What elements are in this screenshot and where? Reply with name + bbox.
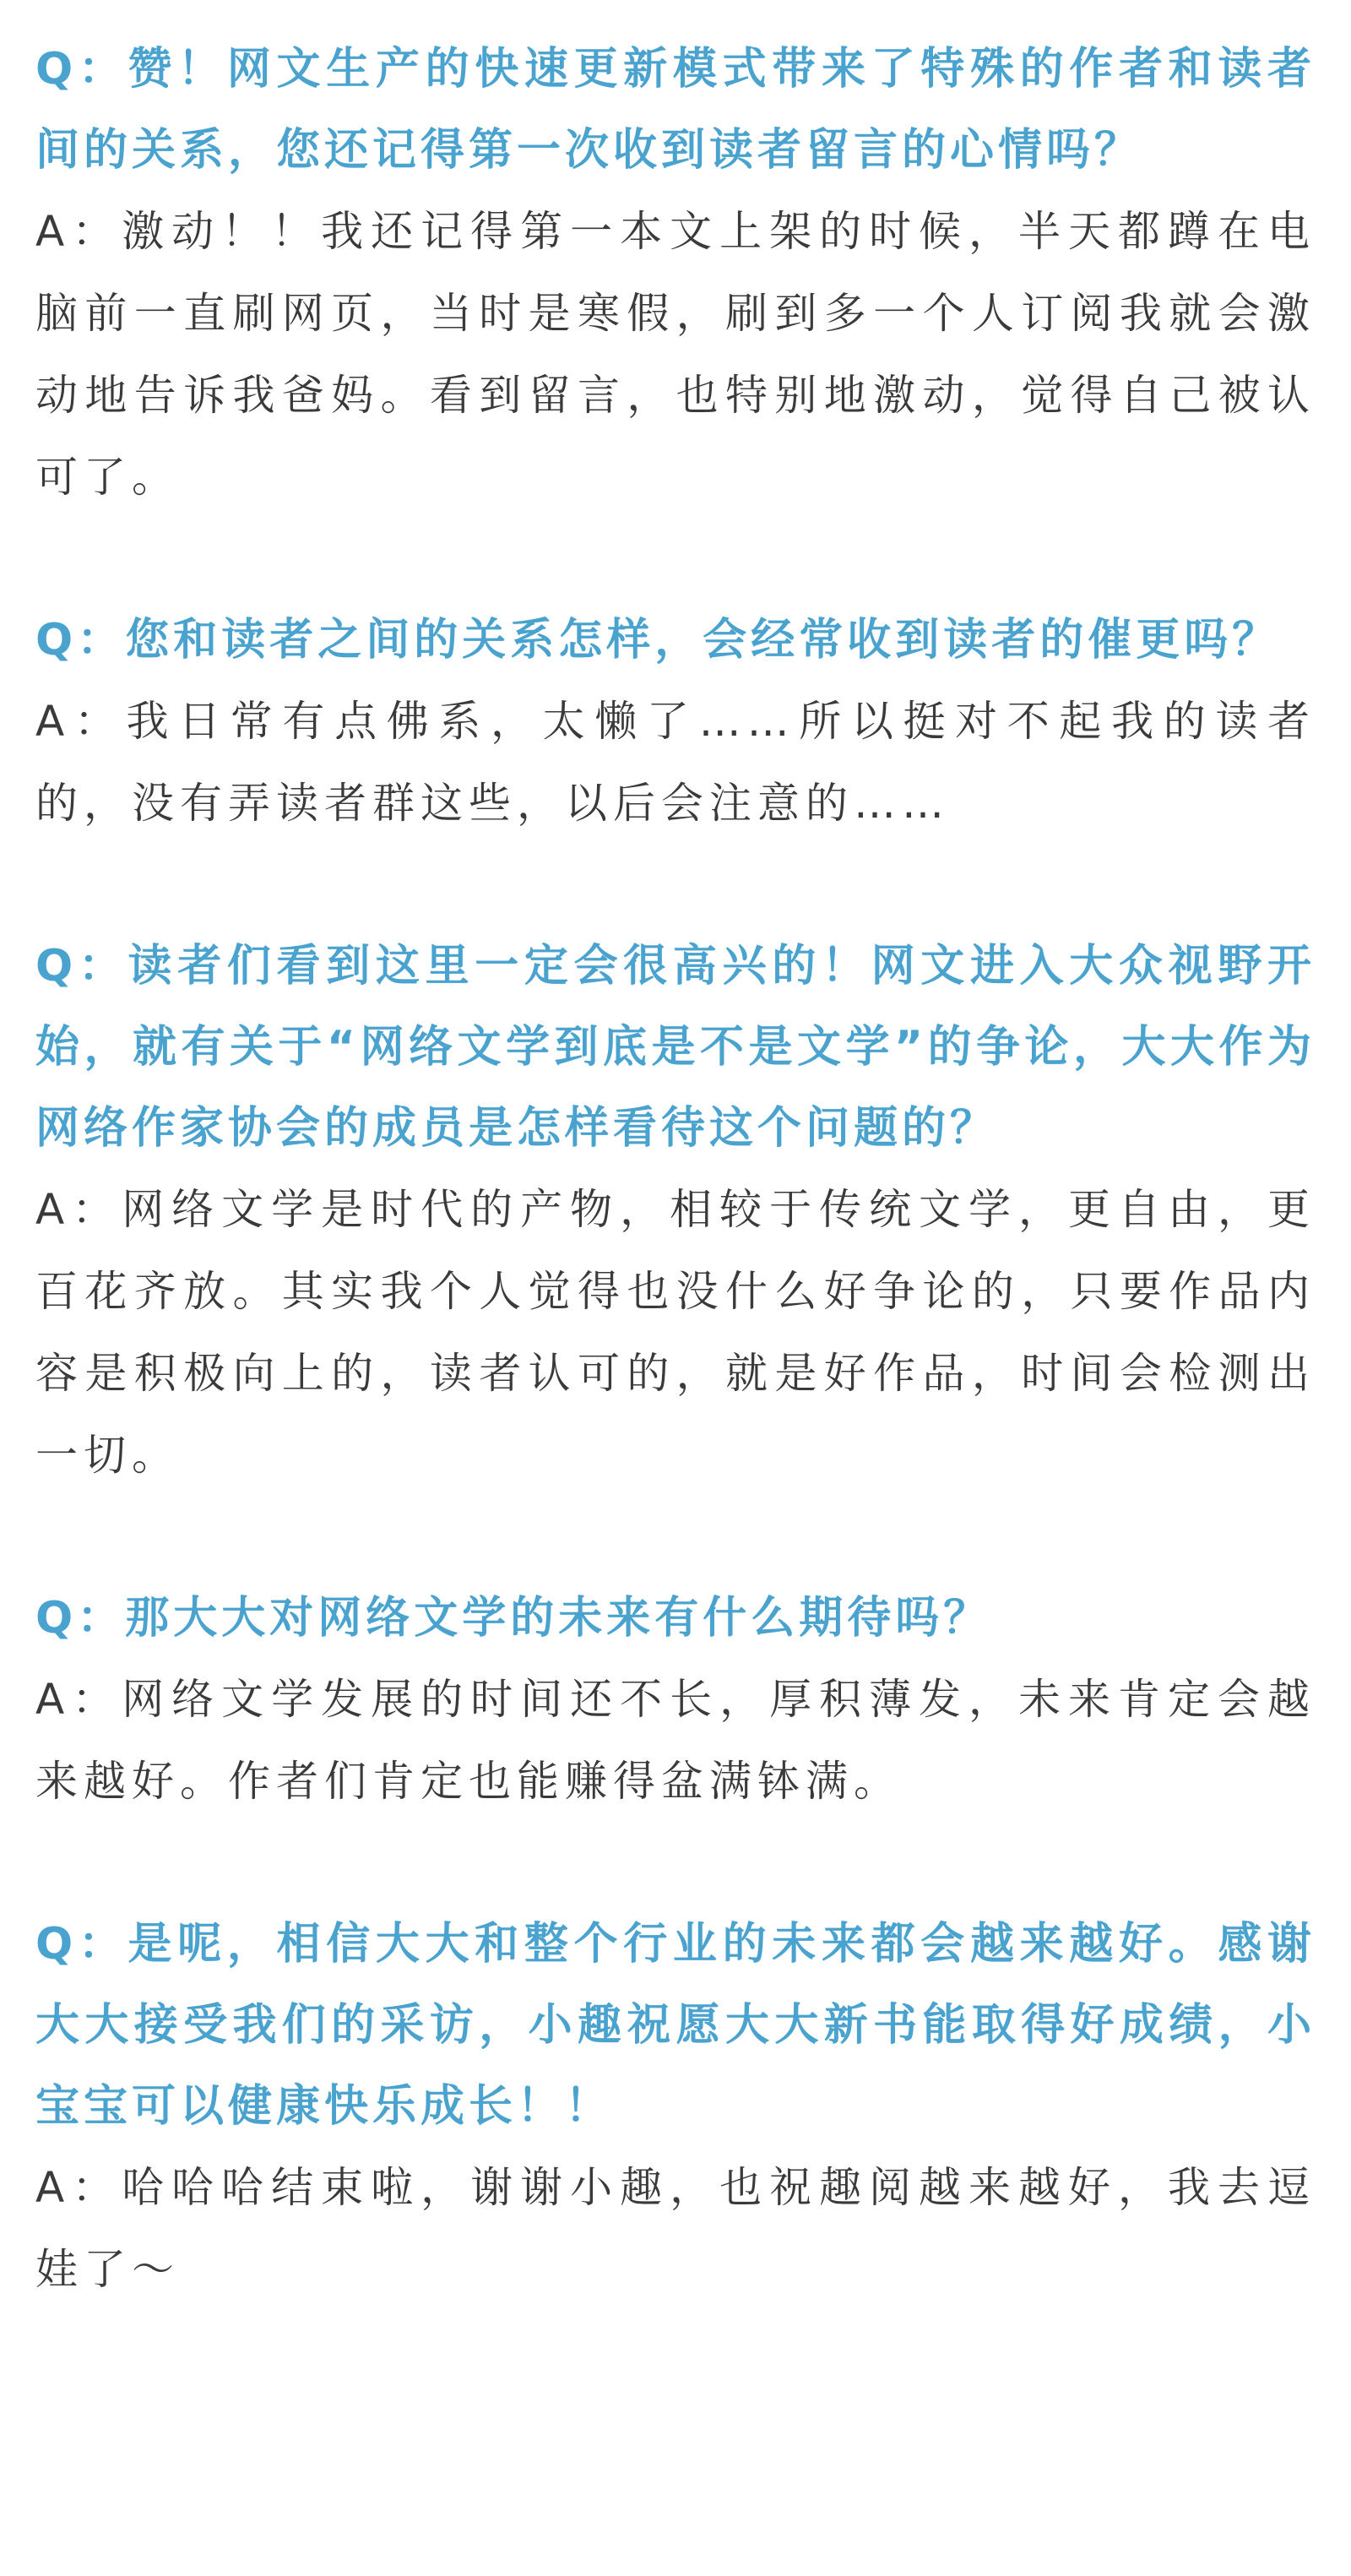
question-text: Q：是呢，相信大大和整个行业的未来都会越来越好。感谢大大接受我们的采访，小趣祝愿大大新书能取得好成绩，小宝宝可以健康快乐成长！！ (35, 1919, 1316, 2132)
question-text: Q：赞！网文生产的快速更新模式带来了特殊的作者和读者间的关系，您还记得第一次收到读者留言的心情吗？ (35, 44, 1316, 176)
question-text: Q：您和读者之间的关系怎样，会经常收到读者的催更吗？ (35, 615, 1281, 666)
answer-text: A：网络文学是时代的产物，相较于传统文学，更自由，更百花齐放。其实我个人觉得也没什么好争论的，只要作品内容是积极向上的，读者认可的，就是好作品，时间会检测出一切。 (35, 1185, 1316, 1480)
qa-block-2 (35, 600, 1316, 845)
qa-block-5 (35, 1904, 1316, 2311)
answer-text: A：哈哈哈结束啦，谢谢小趣，也祝趣阅越来越好，我去逗娃了～ (35, 2163, 1316, 2294)
question-text: Q：读者们看到这里一定会很高兴的！网文进入大众视野开始，就有关于“网络文学到底是不是文学”的争论，大大作为网络作家协会的成员是怎样看待这个问题的？ (35, 941, 1316, 1154)
qa-block-4 (35, 1578, 1316, 1823)
qa-block-1 (35, 29, 1316, 519)
answer-text: A：激动！！我还记得第一本文上架的时候，半天都蹲在电脑前一直刷网页，当时是寒假，刷到多一个人订阅我就会激动地告诉我爸妈。看到留言，也特别地激动，觉得自己被认可了。 (35, 207, 1316, 502)
answer-text: A：我日常有点佛系，太懒了……所以挺对不起我的读者的，没有弄读者群这些，以后会注意的…… (35, 697, 1316, 828)
answer-text: A：网络文学发展的时间还不长，厚积薄发，未来肯定会越来越好。作者们肯定也能赚得盆满钵满。 (35, 1675, 1316, 1806)
question-text: Q：那大大对网络文学的未来有什么期待吗？ (35, 1593, 992, 1644)
qa-block-3 (35, 926, 1316, 1497)
